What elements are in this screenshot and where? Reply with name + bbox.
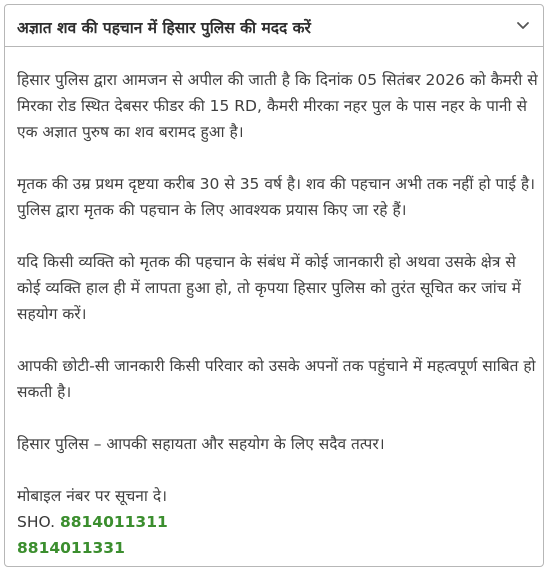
paragraph-age: मृतक की उम्र प्रथम दृष्टया करीब 30 से 35 वर्ष है। शव की पहचान अभी तक नहीं हो पाई है। पुलिस द्वारा मृतक की पहचान के लिए आवश्यक प्रयास किए जा रहे हैं। xyxy=(17,175,535,219)
contact-intro: मोबाइल नंबर पर सूचना दे। xyxy=(17,487,167,505)
chevron-down-icon[interactable] xyxy=(513,15,533,35)
post-header[interactable] xyxy=(5,5,543,47)
paragraph-recovery: हिसार पुलिस द्वारा आमजन से अपील की जाती है कि दिनांक 05 सितंबर 2026 को कैमरी से मिरका रोड स्थित देबसर फीडर की 15 RD, कैमरी मीरका नहर पुल के पास नहर के पानी से एक अज्ञात पुरुष का शव बरामद हुआ है। xyxy=(17,71,538,141)
phone-link-2[interactable]: 8814011331 xyxy=(17,539,125,557)
paragraph-importance: आपकी छोटी-सी जानकारी किसी परिवार को उसके अपनों तक पहुंचाने में महत्वपूर्ण साबित हो सकती है। xyxy=(17,357,536,401)
paragraph-appeal: यदि किसी व्यक्ति को मृतक की पहचान के संबंध में कोई जानकारी हो अथवा उसके क्षेत्र से कोई व्यक्ति हाल ही में लापता हुआ हो, तो कृपया हिसार पुलिस को तुरंत सूचित कर जांच में सहयोग करें। xyxy=(17,253,521,323)
phone-link-1[interactable]: 8814011311 xyxy=(59,513,168,531)
sho-label: SHO. xyxy=(17,513,55,531)
contact-phone-line-2 xyxy=(17,535,539,561)
post-title: अज्ञात शव की पहचान में हिसार पुलिस की मदद करें xyxy=(17,19,311,37)
paragraph-slogan: हिसार पुलिस – आपकी सहायता और सहयोग के लिए सदैव तत्पर। xyxy=(17,435,385,453)
post-body xyxy=(17,67,539,561)
contact-sho-line xyxy=(17,509,539,535)
post-card xyxy=(4,4,544,567)
